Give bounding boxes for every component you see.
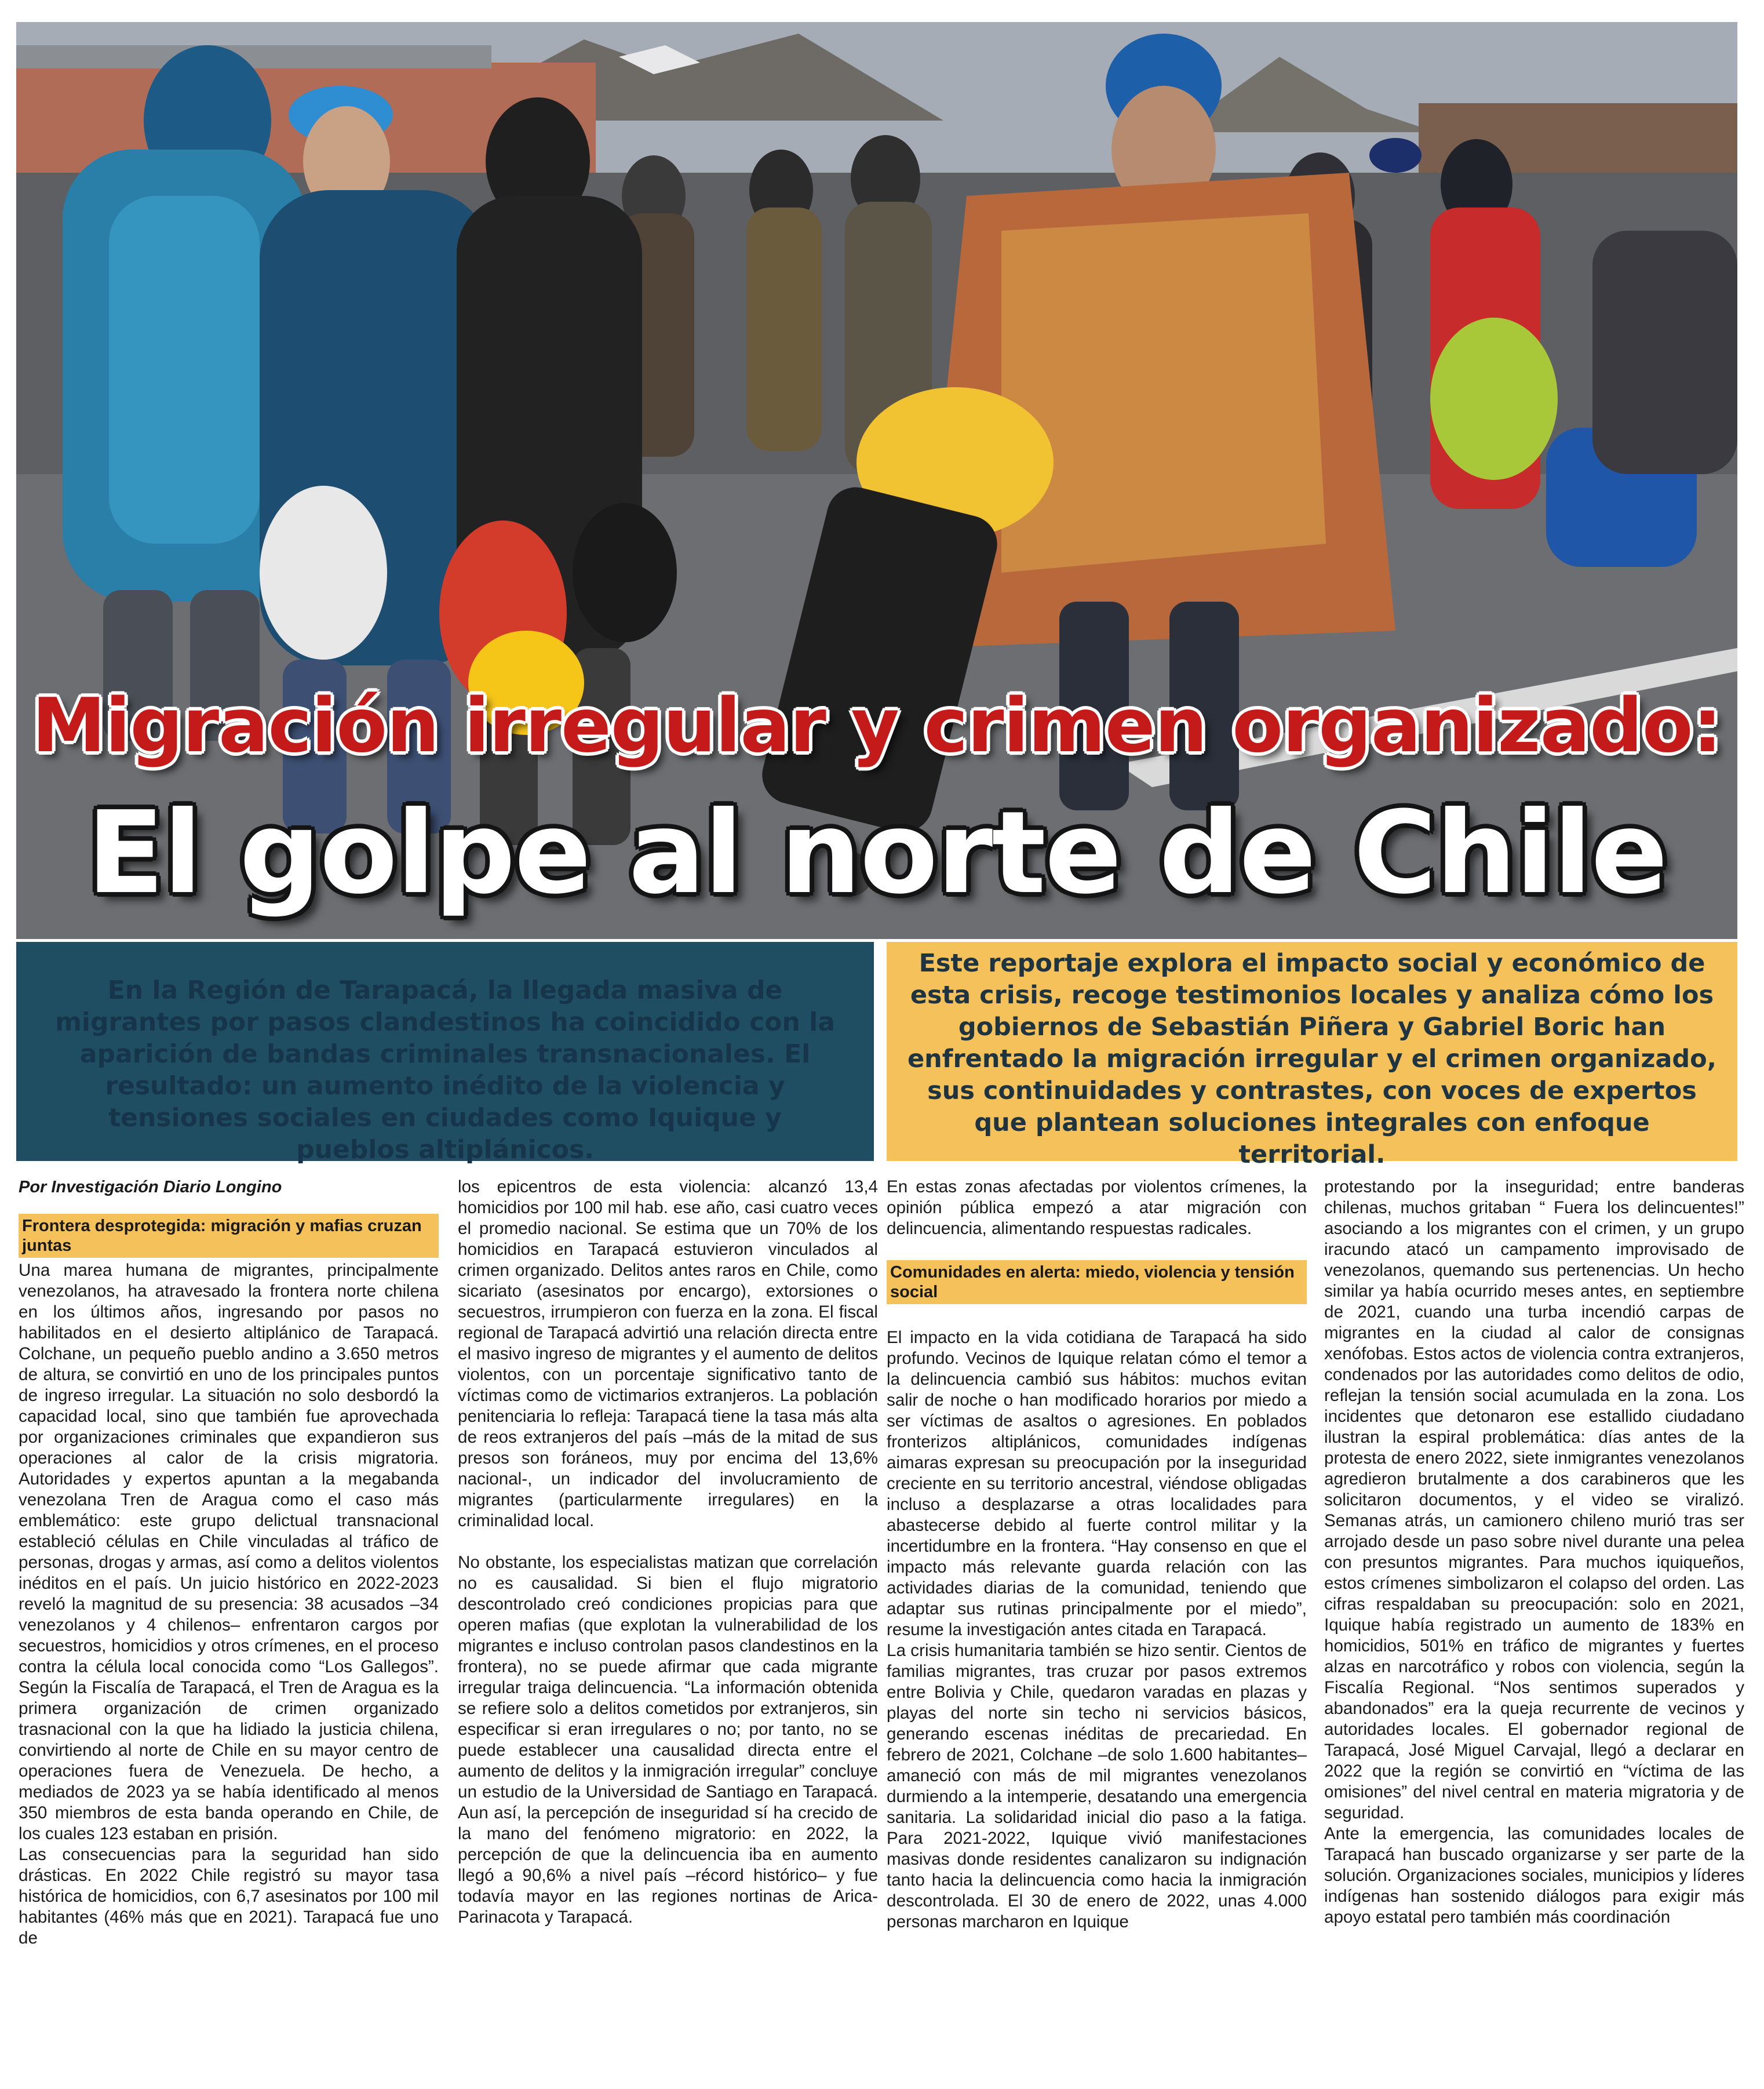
paragraph: La crisis humanitaria también se hizo sentir. Cientos de familias migrantes, tras cruzar por pasos extremos entre Bolivia y Chile, quedaron varadas en plazas y playas del norte sin techo ni servicios básicos, generando escenas inéditas de precariedad. En febrero de 2021, Colchane –de solo 1.600 habitantes– amaneció con más de mil migrantes venezolanos durmiendo a la intemperie, desatando una emergencia sanitaria. La solidaridad inicial dio paso a la fatiga. Para 2021-2022, Iquique vivió manifestaciones masivas donde residentes canalizaron su indignación tanto hacia la delincuencia como hacia la inmigración descontrolada. El 30 de enero de 2022, unas 4.000 personas marcharon en Iquique (887, 1641, 1307, 1931)
lead-right-text: Este reportaje explora el impacto social y económico de esta crisis, recoge testimonios locales y analiza cómo los gobiernos de Sebastián Piñera y Gabriel Boric han enfrentado la migración irregular y el crimen organizado, sus continuidades y contrastes, con voces de expertos que plantean soluciones integrales con enfoque territorial. (907, 949, 1717, 1169)
paragraph: No obstante, los especialistas matizan que correlación no es causalidad. Si bien el flujo migratorio descontrolado creó condiciones propicias para que operen mafias (que explotan la vulnerabilidad de los migrantes e incluso controlan pasos clandestinos en la frontera), no se puede afirmar que cada migrante irregular traiga delincuencia. “La información obtenida se refiere solo a delitos cometidos por extranjeros, sin especificar si eran irregulares o no; por tanto, no se puede establecer una causalidad directa entre el aumento de delitos y la inmigración irregular” concluye un estudio de la Universidad de Santiago en Tarapacá. Aun así, la percepción de inseguridad sí ha crecido de la mano del fenómeno migratorio: en 2022, la percepción de que la delincuencia iba en aumento llegó a 90,6% a nivel país –récord histórico– y fue todavía mayor en las regiones nortinas de Arica-Parinacota y Tarapacá. (458, 1553, 878, 1927)
paragraph: En estas zonas afectadas por violentos crímenes, la opinión pública empezó a atar migración con delincuencia, alimentando respuestas radicales. (887, 1177, 1307, 1238)
building-roof (16, 45, 491, 68)
article-column-2 (458, 1177, 878, 1928)
lead-left-text: En la Región de Tarapacá, la llegada masiva de migrantes por pasos clandestinos ha coincidido con la aparición de bandas criminales transnacionales. El resultado: un aumento inédito de la violencia y tensiones sociales en ciudades como Iquique y pueblos altiplánicos. (55, 976, 835, 1164)
paragraph: El impacto en la vida cotidiana de Tarapacá ha sido profundo. Vecinos de Iquique relatan cómo el temor a la delincuencia cambió sus hábitos: muchos evitan salir de noche o han modificado horarios por miedo a ser víctimas de asaltos o agresiones. En poblados fronterizos altiplánicos, comunidades indígenas aimaras expresan su preocupación por la inseguridad creciente en su territorio ancestral, viéndose obligadas incluso a desplazarse a otras localidades para abastecerse debido al fuerte control militar y la incertidumbre en la frontera. “Hay consenso en que el impacto más relevante guarda relación con las actividades diarias de la comunidad, teniendo que adaptar sus rutinas principalmente por el miedo”, resume la investigación antes citada en Tarapacá. (887, 1328, 1307, 1639)
hero-photo (16, 22, 1737, 939)
paragraph: protestando por la inseguridad; entre banderas chilenas, muchos gritaban “ Fuera los delincuentes!” asociando a los migrantes con el crimen, y un grupo iracundo atacó un campamento improvisado de venezolanos, quemando sus pertenencias. Un hecho similar ya había ocurrido meses antes, en septiembre de 2021, cuando una turba incendió carpas de migrantes en la ciudad al calor de consignas xenófobas. Estos actos de violencia contra extranjeros, condenados por las autoridades como delitos de odio, reflejan la tensión social acumulada en la zona. Los incidentes que detonaron ese estallido ciudadano ilustran la espiral problemática: días antes de la protesta de enero 2022, siete inmigrantes venezolanos agredieron brutalmente a dos carabineros que les solicitaron documentos, y el video se viralizó. Semanas atrás, un camionero chileno murió tras ser arrojado desde un paso sobre nivel durante una pelea con presuntos migrantes. Para muchos iquiqueños, estos crímenes simbolizaron el colapso del orden. Las cifras respaldaban su preocupación: solo en 2021, Iquique había registrado un aumento de 183% en homicidios, 501% en tráfico de migrantes y fuertes alzas en narcotráfico y robos con violencia, según la Fiscalía Regional. “Nos sentimos superados y abandonados” era la queja recurrente de vecinos y autoridades locales. El gobernador regional de Tarapacá, José Miguel Carvajal, llegó a declarar en 2022 que la región se convirtió en “víctima de las omisiones” del nivel central en materia migratoria y de seguridad. (1324, 1177, 1744, 1822)
headline-line-2: El golpe al norte de Chile (86, 787, 1667, 919)
headline-line-1: Migración irregular y crimen organizado: (32, 683, 1722, 769)
article-column-1 (19, 1177, 439, 1949)
subhead-comunidades: Comunidades en alerta: miedo, violencia y tensión social (887, 1260, 1307, 1304)
paragraph-gap (458, 1531, 878, 1552)
paragraph-gap (887, 1306, 1307, 1327)
paragraph-gap (887, 1239, 1307, 1260)
subhead-frontera: Frontera desprotegida: migración y mafias cruzan juntas (19, 1214, 439, 1258)
paragraph: Ante la emergencia, las comunidades locales de Tarapacá han buscado organizarse y ser parte de la solución. Organizaciones sociales, municipios y líderes indígenas han sostenido diálogos para exigir más apoyo estatal pero también más coordinación (1324, 1824, 1744, 1927)
article-column-4 (1324, 1177, 1744, 1928)
paragraph: Las consecuencias para la seguridad han sido drásticas. En 2022 Chile registró su mayor tasa histórica de homicidios, con 6,7 asesinatos por 100 mil habitantes (46% más que en 2021). Tarapacá fue uno de (19, 1845, 439, 1948)
lead-box-right (887, 942, 1737, 1169)
article-column-3 (887, 1177, 1307, 1932)
lead-box-left (16, 942, 874, 1164)
person-far-right (1592, 231, 1737, 474)
paragraph: los epicentros de esta violencia: alcanzó 13,4 homicidios por 100 mil hab. ese año, casi cuatro veces el promedio nacional. Se estima que un 70% de los homicidios en Tarapacá estuvieron vinculados al crimen organizado. Delitos antes raros en Chile, como sicariato (asesinatos por encargo), extorsiones o secuestros, irrumpieron con fuerza en la zona. El fiscal regional de Tarapacá advirtió una relación directa entre el masivo ingreso de migrantes y el aumento de delitos violentos, con un porcentaje significativo tanto de víctimas como de victimarios extranjeros. La población penitenciaria lo refleja: Tarapacá tiene la tasa más alta de reos extranjeros del país –más de la mitad de sus presos son foráneos, muy por encima del 13,6% nacional-, un indicador del involucramiento de migrantes (particularmente irregulares) en la criminalidad local. (458, 1177, 878, 1530)
byline: Por Investigación Diario Longino (19, 1178, 282, 1196)
green-bag (1430, 318, 1558, 480)
paragraph: Una marea humana de migrantes, principalmente venezolanos, ha atravesado la frontera norte chilena en los últimos años, ingresando por pasos no habilitados en el desierto altiplánico de Tarapacá. Colchane, un pequeño pueblo andino a 3.650 metros de altura, se convirtió en uno de los principales puntos de ingreso irregular. La situación no solo desbordó la capacidad local, sino que también fue aprovechada por organizaciones criminales que expandieron sus operaciones al calor de la crisis migratoria. Autoridades y expertos apuntan a la megabanda venezolana Tren de Aragua como el caso más emblemático: este grupo delictual transnacional estableció células en Chile vinculadas al tráfico de personas, drogas y armas, así como a delitos violentos inéditos en el país. Un juicio histórico en 2022-2023 reveló la magnitud de su presencia: 38 acusados –34 venezolanos y 4 chilenos– enfrentaron cargos por secuestros, homicidios y otros crímenes, en el proceso contra la célula local conocida como “Los Gallegos”. Según la Fiscalía de Tarapacá, el Tren de Aragua es la primera organización de crimen organizado trasnacional con la que ha lidiado la justicia chilena, convirtiendo al norte de Chile en su mayor centro de operaciones fuera de Venezuela. De hecho, a mediados de 2023 ya se había identificado al menos 350 miembros de esta banda operando en Chile, de los cuales 123 estaban en prisión. (19, 1261, 439, 1843)
